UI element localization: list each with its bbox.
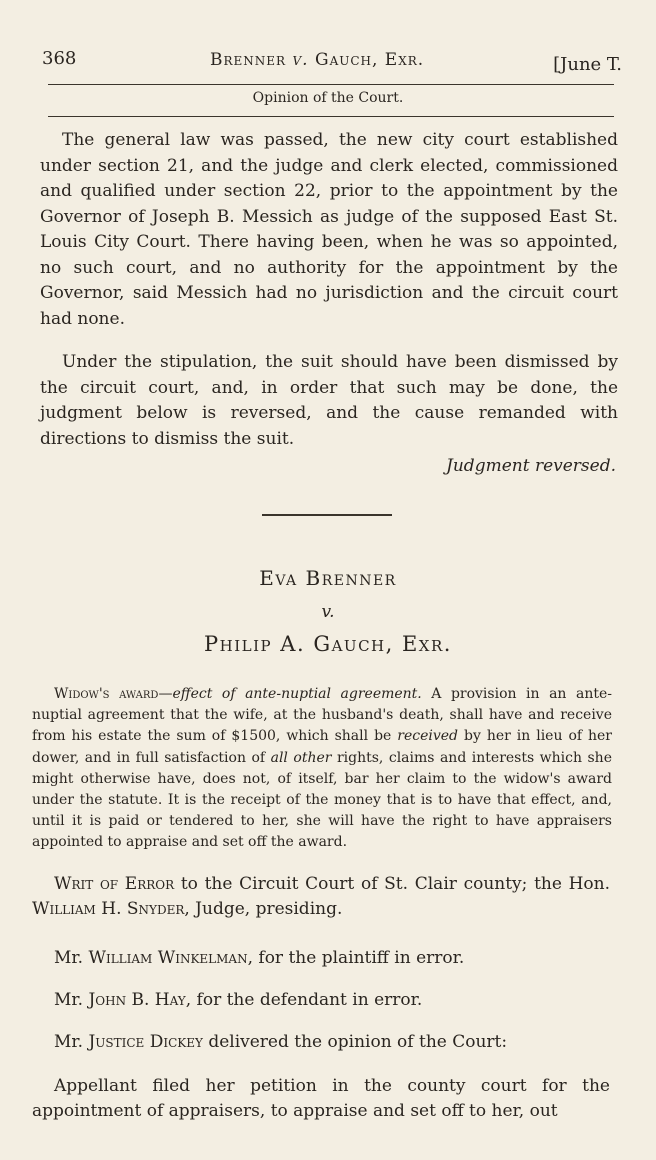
counsel-plaintiff: [32, 946, 610, 971]
writ-text-1: to the Circuit Court of St. Clair county; the Hon.: [174, 874, 611, 894]
justice-prefix: Mr.: [54, 1032, 89, 1052]
headnote-received: received: [397, 728, 459, 745]
running-head: [42, 44, 622, 84]
section-separator: [262, 514, 392, 516]
headnote-all-other: all other: [270, 749, 332, 766]
counsel-defendant: [32, 988, 610, 1013]
headnote-topic-italic: effect of ante-nuptial agreement.: [172, 686, 422, 702]
justice-name: Justice Dickey: [88, 1032, 203, 1052]
running-case-title: [210, 50, 424, 70]
headnote-dash: —: [158, 686, 173, 702]
counsel-1-name: William Winkelman: [88, 948, 248, 968]
opinion-paragraph-2: Under the stipulation, the suit should have been dismissed by the circuit court, and, in order that such may be done, the judgment below is reversed, and the cause remanded with directions to dismiss the suit.: [40, 352, 618, 449]
versus: v.: [321, 602, 335, 622]
justice-line: [32, 1030, 610, 1055]
writ-label: Writ of Error: [54, 874, 175, 894]
opinion-opening: Appellant filed her petition in the county court for the appointment of appraisers, to appraise and set off to her, out: [32, 1076, 610, 1121]
headnote-text-3: rights, claims and interests which she might otherwise have, does not, of itself, bar her claim to the widow's award under the statute. It is the receipt of the money that is to have that effect, and, until it is paid or tendered to her, she will have the right to have appraisers appointed to appraise and set off the award.: [32, 749, 612, 851]
headnote-topic: Widow's award: [54, 686, 159, 702]
defendant-name: Philip A. Gauch, Exr.: [204, 632, 452, 656]
title-plaintiff: Brenner: [210, 50, 287, 70]
subheading: Opinion of the Court.: [252, 90, 404, 106]
headnote-text-2: by her in lieu of her dower, and in full satisfaction of: [32, 728, 612, 766]
counsel-2-name: John B. Hay: [88, 990, 186, 1010]
writ-text-2: , Judge, presiding.: [184, 899, 343, 919]
header-rule-top: [48, 84, 614, 85]
justice-rest: delivered the opinion of the Court:: [202, 1032, 508, 1052]
page-number: 368: [42, 48, 77, 69]
counsel-1-prefix: Mr.: [54, 948, 89, 968]
writ-of-error: [32, 872, 610, 922]
plaintiff-name: Eva Brenner: [259, 566, 397, 590]
writ-judge: William H. Snyder: [32, 899, 185, 919]
header-rule-bottom: [48, 116, 614, 117]
verdict: Judgment reversed.: [446, 456, 616, 476]
counsel-2-prefix: Mr.: [54, 990, 89, 1010]
headnote-text-1: A provision in an ante-nuptial agreement that the wife, at the husband's death, shall have and receive from his estate the sum of $1500, which shall be: [32, 686, 612, 745]
title-versus: v.: [292, 50, 309, 70]
term-label: [June T.: [553, 54, 622, 75]
title-defendant: Gauch, Exr.: [314, 50, 425, 70]
opinion-paragraph-1: The general law was passed, the new city court established under section 21, and the judge and clerk elected, commissioned and qualified under section 22, prior to the appointment by the Governor of Joseph B. Messich as judge of the supposed East St. Louis City Court. There having been, when he was so appointed, no such court, and no authority for the appointment by the Governor, said Messich had no jurisdiction and the circuit court had none.: [40, 130, 618, 329]
counsel-1-rest: , for the plaintiff in error.: [247, 948, 465, 968]
counsel-2-rest: , for the defendant in error.: [185, 990, 423, 1010]
headnote: [32, 684, 612, 854]
